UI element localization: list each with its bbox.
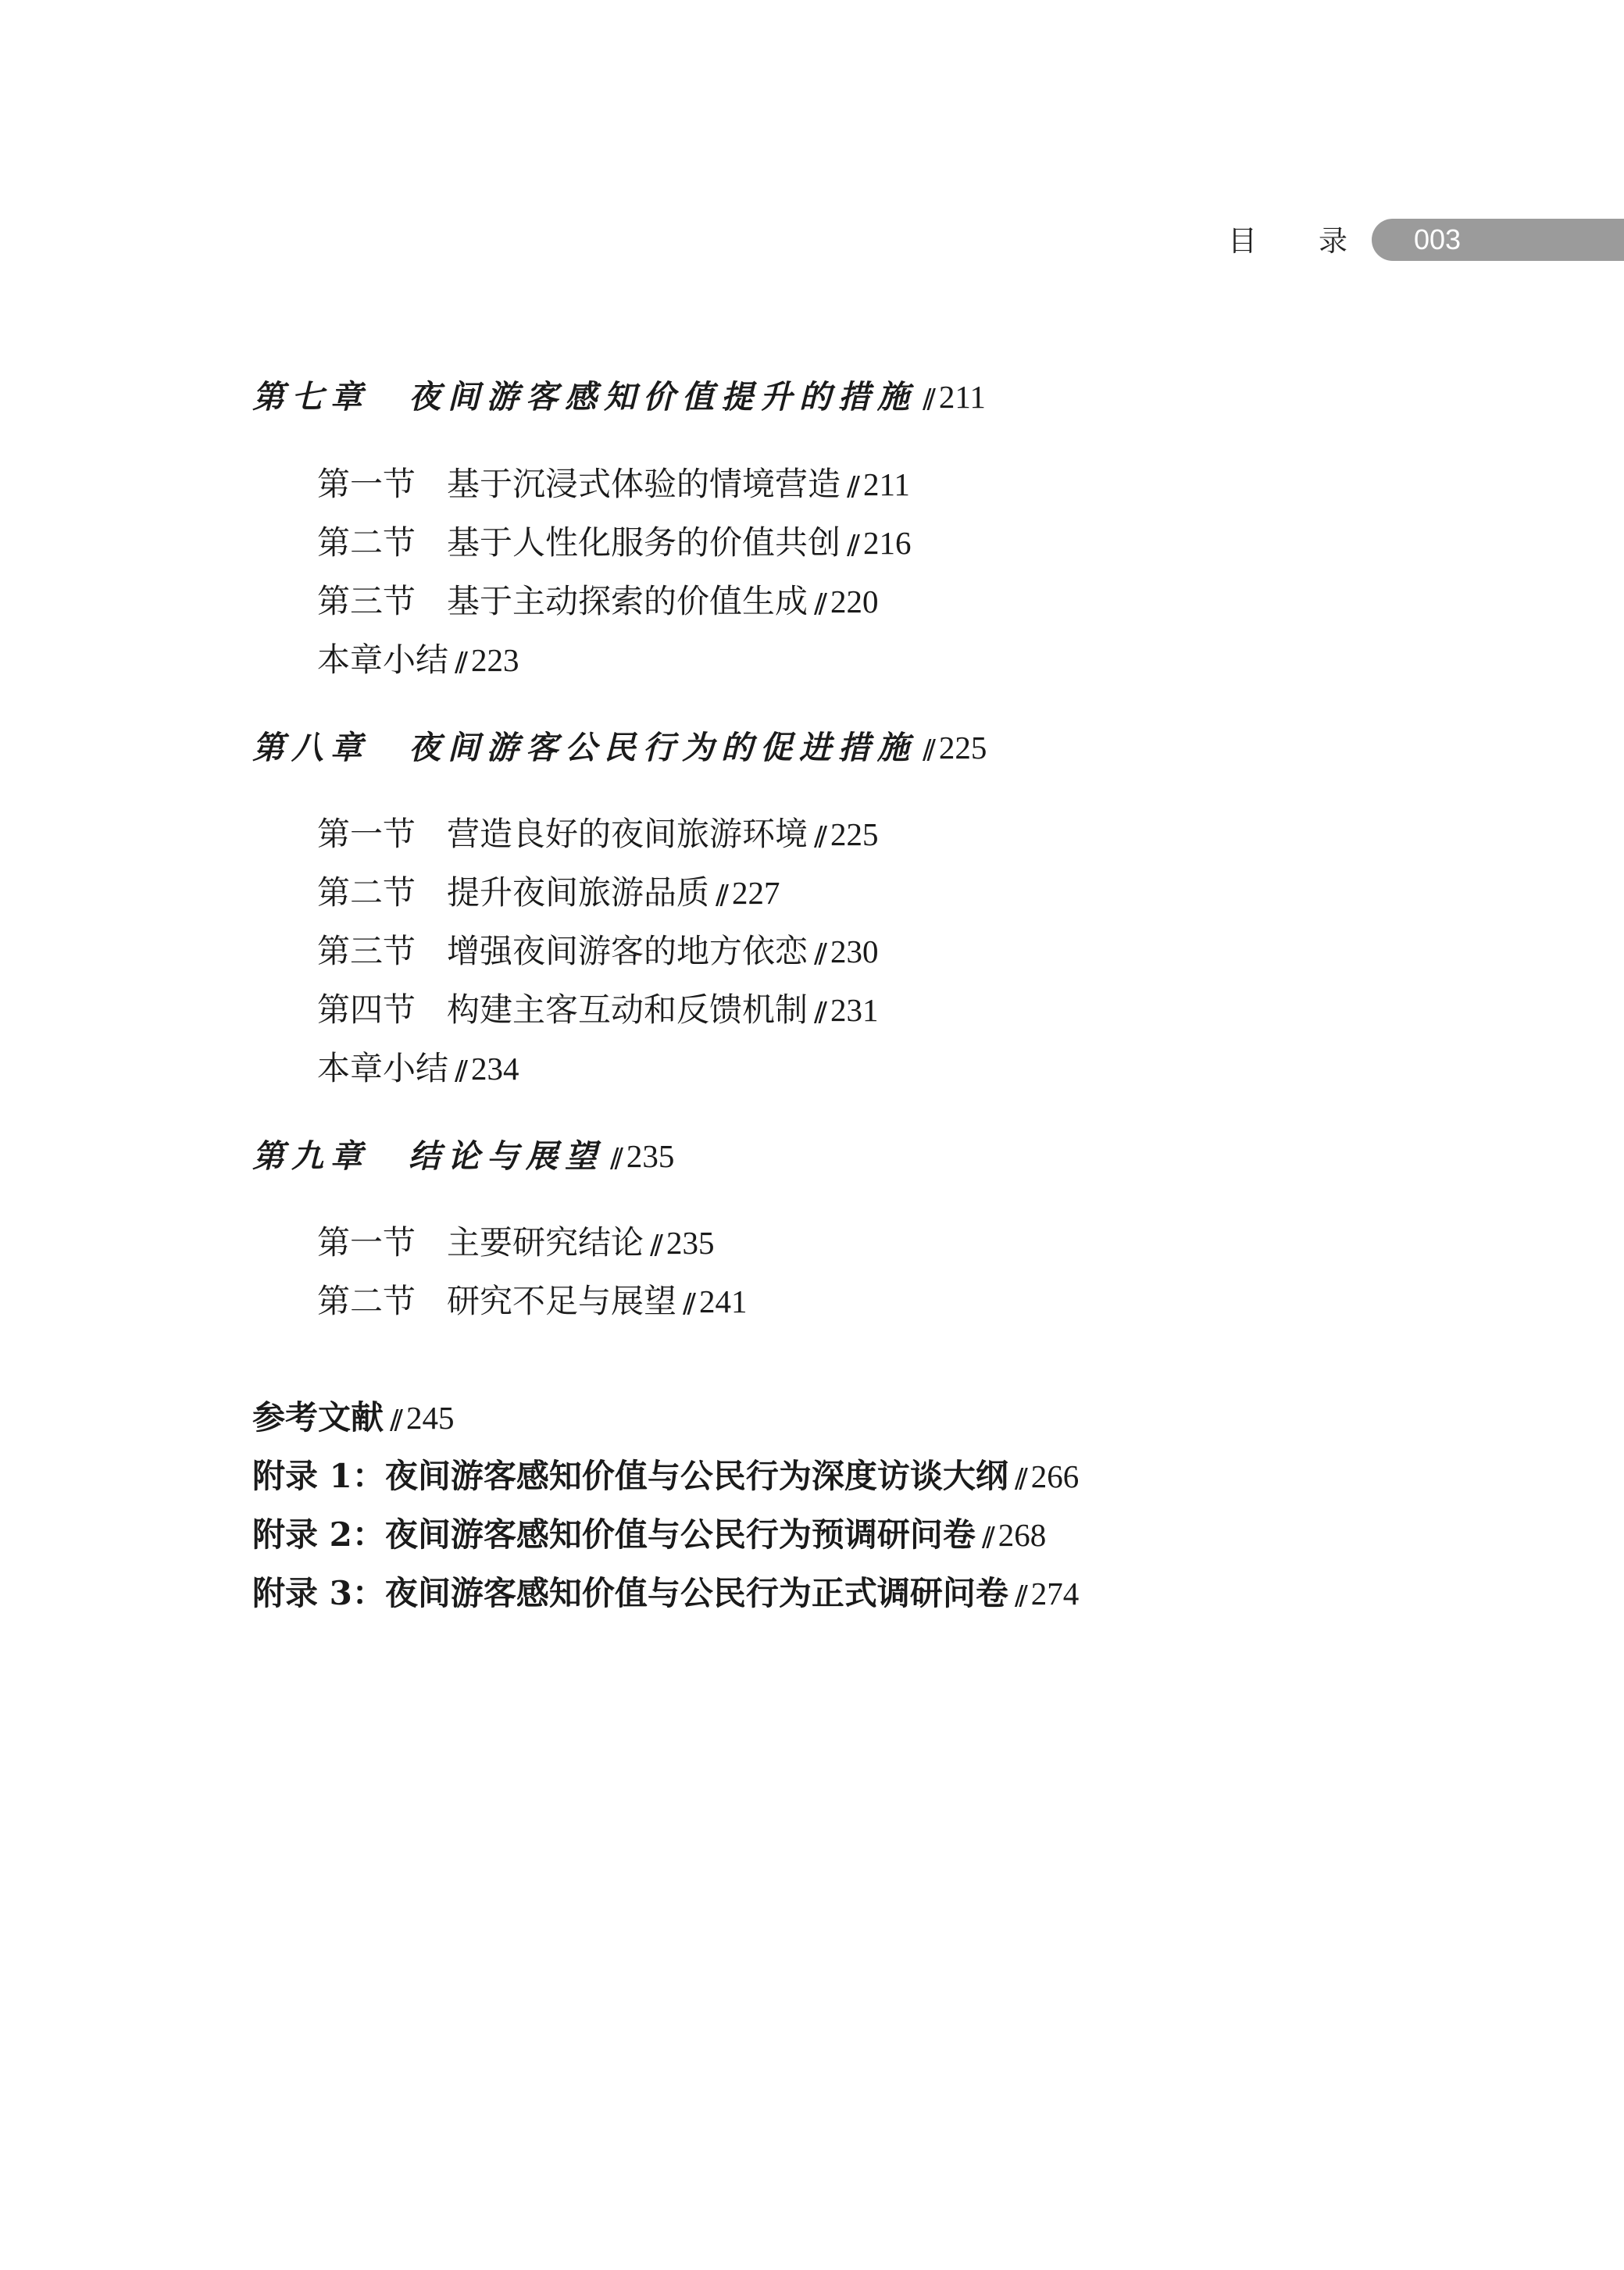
toc-chapter-8[interactable]	[252, 728, 987, 769]
separator: //	[981, 1522, 990, 1553]
separator: //	[683, 1288, 691, 1319]
page-ref: 216	[862, 525, 912, 561]
separator: //	[610, 1143, 619, 1174]
separator: //	[814, 588, 823, 619]
back-matter-title: 参考文献	[252, 1398, 384, 1437]
page-ref: 268	[998, 1517, 1047, 1553]
chapter-label: 第八章	[252, 729, 369, 766]
back-matter-title: 附录 1：夜间游客感知价值与公民行为深度访谈大纲	[252, 1457, 1008, 1495]
section-title: 构建主客互动和反馈机制	[447, 990, 808, 1029]
separator: //	[1014, 1463, 1023, 1494]
section-label: 第三节	[317, 582, 416, 620]
toc-section[interactable]	[317, 523, 911, 565]
page-ref: 266	[1030, 1458, 1080, 1494]
separator: //	[814, 938, 823, 969]
separator: //	[455, 1055, 463, 1087]
toc-appendix-1[interactable]	[252, 1457, 1079, 1498]
section-title: 基于沉浸式体验的情境营造	[447, 465, 841, 503]
toc-chapter-7[interactable]	[252, 377, 986, 419]
section-label: 第二节	[317, 873, 416, 912]
page-number: 003	[1414, 223, 1462, 255]
toc-section[interactable]	[317, 932, 878, 973]
page-ref: 241	[698, 1283, 748, 1319]
section-title: 主要研究结论	[447, 1223, 644, 1262]
page-number-tab	[1372, 219, 1624, 261]
page-ref: 211	[862, 466, 910, 502]
separator: //	[455, 647, 463, 678]
toc-section[interactable]	[317, 1223, 714, 1265]
section-title: 增强夜间游客的地方依恋	[447, 932, 808, 970]
back-matter-title: 附录 3：夜间游客感知价值与公民行为正式调研问卷	[252, 1574, 1008, 1612]
toc-chapter-summary[interactable]	[317, 1049, 519, 1090]
separator: //	[847, 530, 855, 561]
toc-section[interactable]	[317, 815, 878, 856]
page-ref: 234	[470, 1051, 519, 1087]
section-label: 第二节	[317, 523, 416, 562]
section-label: 第一节	[317, 465, 416, 503]
toc-section[interactable]	[317, 582, 878, 623]
chapter-title: 结论与展望	[409, 1137, 604, 1175]
page-ref: 225	[938, 730, 987, 766]
toc-section[interactable]	[317, 873, 780, 915]
page-ref: 223	[470, 642, 519, 678]
section-title: 基于人性化服务的价值共创	[447, 523, 841, 562]
page-ref: 227	[731, 875, 780, 911]
page-ref: 211	[938, 379, 986, 415]
toc-appendix-3[interactable]	[252, 1574, 1079, 1615]
chapter-title: 夜间游客公民行为的促进措施	[409, 729, 916, 766]
page-ref: 235	[666, 1225, 715, 1261]
toc-chapter-9[interactable]	[252, 1137, 674, 1178]
page-ref: 225	[830, 816, 879, 852]
page-ref: 274	[1030, 1576, 1080, 1611]
page-ref: 230	[830, 933, 879, 969]
page-ref: 220	[830, 584, 879, 619]
separator: //	[923, 734, 931, 766]
header-title-char-1: 目	[1228, 224, 1257, 258]
separator: //	[1014, 1580, 1023, 1611]
section-label: 第一节	[317, 815, 416, 853]
page-ref: 235	[626, 1138, 675, 1174]
separator: //	[390, 1404, 398, 1436]
section-label: 本章小结	[317, 641, 449, 679]
toc-section[interactable]	[317, 990, 878, 1032]
chapter-label: 第九章	[252, 1137, 369, 1175]
toc-appendix-2[interactable]	[252, 1515, 1046, 1557]
separator: //	[847, 471, 855, 502]
section-title: 营造良好的夜间旅游环境	[447, 815, 808, 853]
section-label: 本章小结	[317, 1049, 449, 1087]
toc-section[interactable]	[317, 1282, 747, 1323]
section-label: 第二节	[317, 1282, 416, 1320]
section-label: 第四节	[317, 990, 416, 1029]
separator: //	[923, 384, 931, 415]
section-title: 提升夜间旅游品质	[447, 873, 710, 912]
toc-references[interactable]	[252, 1398, 454, 1440]
page-ref: 245	[405, 1400, 455, 1436]
back-matter-title: 附录 2：夜间游客感知价值与公民行为预调研问卷	[252, 1515, 976, 1554]
separator: //	[716, 880, 724, 911]
page-ref: 231	[830, 992, 879, 1028]
section-label: 第三节	[317, 932, 416, 970]
toc-section[interactable]	[317, 465, 910, 506]
section-title: 基于主动探索的价值生成	[447, 582, 808, 620]
section-label: 第一节	[317, 1223, 416, 1262]
separator: //	[814, 997, 823, 1028]
chapter-title: 夜间游客感知价值提升的措施	[409, 378, 916, 416]
separator: //	[814, 821, 823, 852]
separator: //	[650, 1230, 659, 1261]
header-title-char-2: 录	[1319, 224, 1347, 258]
toc-chapter-summary[interactable]	[317, 641, 519, 682]
section-title: 研究不足与展望	[447, 1282, 677, 1320]
chapter-label: 第七章	[252, 378, 369, 416]
